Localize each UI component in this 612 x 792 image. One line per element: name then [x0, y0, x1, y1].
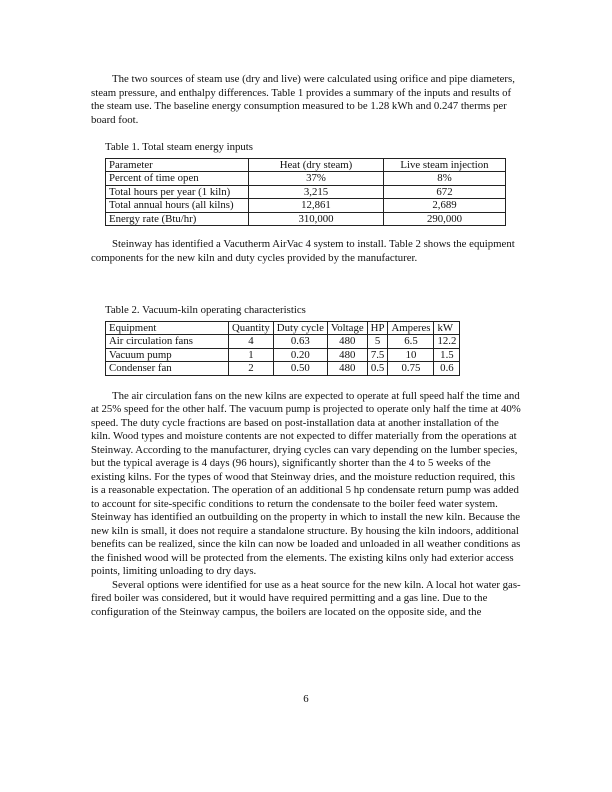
table-header-cell: Equipment [106, 321, 229, 335]
table-cell: 310,000 [249, 212, 384, 226]
table-cell: 1.5 [434, 348, 460, 362]
table-cell: 12.2 [434, 335, 460, 349]
table-cell: 480 [327, 335, 367, 349]
table-steam-inputs [105, 158, 506, 227]
table-cell: 5 [367, 335, 388, 349]
table-cell: 6.5 [388, 335, 434, 349]
table-cell: 7.5 [367, 348, 388, 362]
table-row [106, 212, 506, 226]
table-cell: 672 [384, 185, 506, 199]
table-cell: 2 [229, 362, 274, 376]
table-cell: 12,861 [249, 199, 384, 213]
table-cell: 4 [229, 335, 274, 349]
table-cell: 0.75 [388, 362, 434, 376]
paragraph-vacutherm: Steinway has identified a Vacutherm AirVac 4 system to install. Table 2 shows the equipment components for the new kiln and duty cycles provided by the manufacturer. [91, 238, 515, 264]
table-row [106, 199, 506, 213]
table-cell: 1 [229, 348, 274, 362]
table-header-cell: Quantity [229, 321, 274, 335]
paragraph-steam-sources: The two sources of steam use (dry and live) were calculated using orifice and pipe diameters, steam pressure, and enthalpy differences. Table 1 provides a summary of the inputs and results of the steam use. The baseline energy consumption measured to be 1.28 kWh and 0.247 therms per board foot. [91, 73, 515, 126]
table-header-cell: kW [434, 321, 460, 335]
table-cell: 480 [327, 362, 367, 376]
table-cell: Energy rate (Btu/hr) [106, 212, 249, 226]
table-row [106, 348, 460, 362]
table-cell: 290,000 [384, 212, 506, 226]
table2-caption: Table 2. Vacuum-kiln operating characteristics [105, 304, 306, 316]
table-header-cell: Live steam injection [384, 158, 506, 172]
table-header-row [106, 158, 506, 172]
table-cell: 2,689 [384, 199, 506, 213]
table-row [106, 172, 506, 186]
table-header-cell: Duty cycle [273, 321, 327, 335]
table-cell: Total annual hours (all kilns) [106, 199, 249, 213]
paragraph-duty-cycle: The air circulation fans on the new kilns are expected to operate at full speed half the time and at 25% speed for the other half. The vacuum pump is projected to operate only half the time at 40% speed. The duty cycle fractions are based on post-installation data at another installation of the kiln. Wood types and moisture contents are not expected to differ materially from the operations at Steinway. According to the manufacturer, drying cycles can vary depending on the lumber species, but the typical average is 4 days (96 hours), significantly shorter than the 4 to 5 weeks of the existing kilns. For the types of wood that Steinway dries, and the moisture reduction required, this is a reasonable expectation. The operation of an additional 5 hp condensate return pump was added to account for site-specific conditions to return the condensate to the boiler feed water system. Steinway has identified an outbuilding on the property in which to install the new kiln. Because the new kiln is small, it does not require a standalone structure. By housing the kiln indoors, additional benefits can be realized, since the kiln can now be loaded and unloaded in all weather conditions as the finished wood will be protected from the elements. The existing kilns only had exterior access points, limiting unloading to dry days. [91, 389, 521, 577]
table-cell: Percent of time open [106, 172, 249, 186]
table-cell: 0.5 [367, 362, 388, 376]
table-cell: 0.63 [273, 335, 327, 349]
table-cell: 480 [327, 348, 367, 362]
table-cell: 10 [388, 348, 434, 362]
table-header-cell: Voltage [327, 321, 367, 335]
table-row [106, 185, 506, 199]
table-cell: 37% [249, 172, 384, 186]
table-vacuum-kiln [105, 321, 460, 376]
table-cell: 0.6 [434, 362, 460, 376]
table-row [106, 335, 460, 349]
table-cell: Air circulation fans [106, 335, 229, 349]
table-header-row [106, 321, 460, 335]
page-number: 6 [303, 693, 309, 705]
table-cell: 8% [384, 172, 506, 186]
table-cell: Vacuum pump [106, 348, 229, 362]
table-cell: Total hours per year (1 kiln) [106, 185, 249, 199]
table-row [106, 362, 460, 376]
paragraph-heat-source: Several options were identified for use as a heat source for the new kiln. A local hot water gas-fired boiler was considered, but it would have required permitting and a gas line. Due to the configuration of the Steinway campus, the boilers are located on the opposite side, and the [91, 578, 521, 618]
table1-caption: Table 1. Total steam energy inputs [105, 141, 254, 153]
document-page [91, 73, 521, 619]
table-header-cell: Amperes [388, 321, 434, 335]
table-cell: 0.20 [273, 348, 327, 362]
table-header-cell: Parameter [106, 158, 249, 172]
table-cell: 0.50 [273, 362, 327, 376]
table-header-cell: HP [367, 321, 388, 335]
table-header-cell: Heat (dry steam) [249, 158, 384, 172]
table-cell: 3,215 [249, 185, 384, 199]
table-cell: Condenser fan [106, 362, 229, 376]
